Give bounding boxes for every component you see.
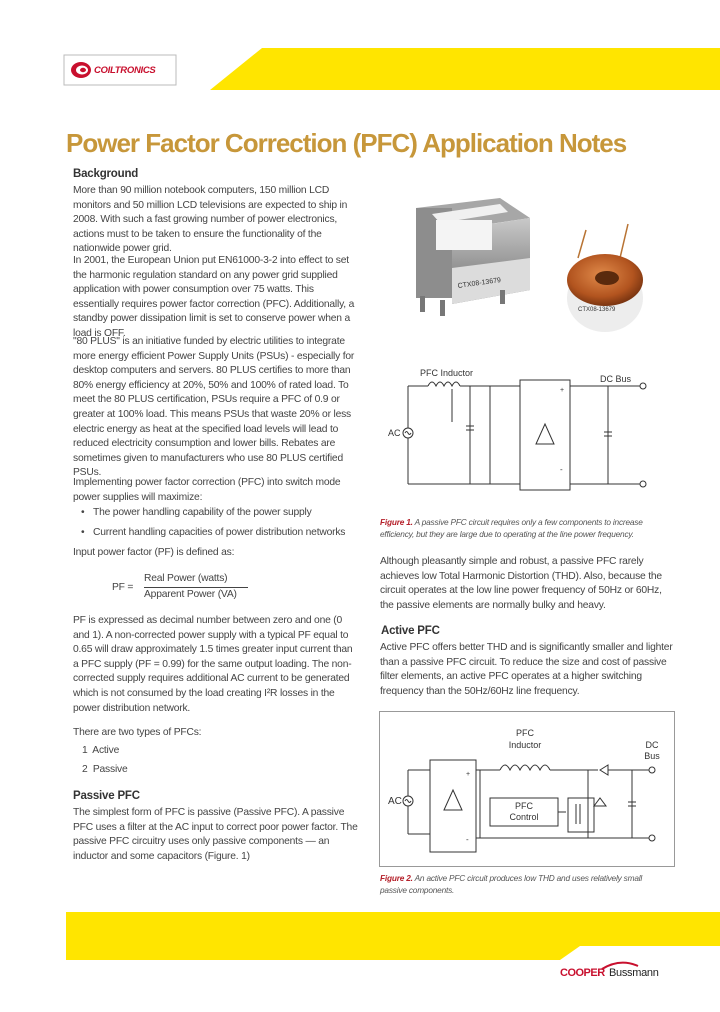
fig1-pfc-label: PFC Inductor bbox=[420, 368, 474, 378]
brand-name: COILTRONICS bbox=[94, 64, 156, 76]
background-heading: Background bbox=[73, 168, 139, 180]
cooper-bussmann-logo bbox=[560, 960, 680, 984]
pfc-type-item: 1 Active bbox=[82, 745, 120, 756]
right-paragraph-2: Active PFC offers better THD and is significantly smaller and lighter than a passive PFC circuit. To reduce the size and cost of passive filter elements, an active PFC operates at a higher switching frequency than the 50Hz/60Hz line frequency. bbox=[380, 642, 673, 697]
background-paragraph-1: More than 90 million notebook computers, 150 million LCD monitors and 50 million LCD televisions are expected to ship in 2008. With such a fast growing number of power electronics, actions must to be taken to ensure the functionality of the nationwide power grid. bbox=[73, 185, 348, 255]
figure-1-text: A passive PFC circuit requires only a few components to increase efficiency, but they are large due to operating at the line power frequency. bbox=[380, 517, 643, 539]
figure-2-number: Figure 2. bbox=[380, 873, 413, 883]
svg-text:+: + bbox=[466, 771, 471, 778]
background-paragraph-4: Implementing power factor correction (PFC) into switch mode power supplies will maximize: bbox=[73, 477, 341, 503]
brand-cooper: COOPER bbox=[560, 967, 605, 979]
header-bar bbox=[0, 0, 720, 90]
fig2-ac-label: AC bbox=[388, 796, 402, 807]
product-photo bbox=[380, 168, 670, 348]
figure-1 bbox=[380, 362, 670, 512]
fig1-ac-label: AC bbox=[388, 428, 401, 438]
fig1-dc-label: DC Bus bbox=[600, 374, 632, 384]
page-title: Power Factor Correction (PFC) Application Notes bbox=[66, 128, 627, 158]
figure-2-caption bbox=[380, 872, 670, 896]
figure-1-number: Figure 1. bbox=[380, 517, 413, 527]
logo-mark-icon bbox=[70, 61, 92, 79]
formula-numerator: Real Power (watts) bbox=[144, 573, 228, 584]
active-pfc-circuit-diagram bbox=[380, 712, 674, 866]
active-pfc-heading: Active PFC bbox=[381, 625, 440, 637]
svg-text:-: - bbox=[466, 835, 469, 844]
background-paragraph-5: Input power factor (PF) is defined as: bbox=[73, 547, 235, 558]
pf-formula bbox=[112, 572, 312, 606]
inductor-photo-graphic bbox=[380, 168, 670, 348]
fig2-dc-label-1: DC bbox=[645, 740, 659, 750]
figure-2-text: An active PFC circuit produces low THD and uses relatively small passive components. bbox=[380, 873, 643, 895]
background-paragraph-6: PF is expressed as decimal number between zero and one (0 and 1). A non-corrected power supply with a typical PF equal to 0.65 will draw approximately 1.5 times greater input current than a PFC supply (PF = 0.99) for the same output loading. The non-corrected supply requires additional AC current to be generated which is not consumed by the load creating I²R losses in the power distribution network. bbox=[73, 615, 353, 714]
bullet-item: • The power handling capability of the power supply bbox=[93, 506, 359, 521]
fig2-inductor-label-2: Inductor bbox=[508, 740, 542, 750]
fig2-dc-label-2: Bus bbox=[644, 751, 660, 761]
bullet-item: • Current handling capacities of power distribution networks bbox=[93, 526, 359, 541]
passive-pfc-heading: Passive PFC bbox=[73, 790, 140, 802]
figure-1-caption bbox=[380, 516, 670, 540]
fig2-control-label-2: Control bbox=[509, 812, 539, 822]
part-label-1: CTX08-13679 bbox=[457, 276, 502, 290]
passive-pfc-paragraph: The simplest form of PFC is passive (Passive PFC). A passive PFC uses a filter at the AC input to correct poor power factor. The passive PFC circuitry uses only passive components — an inductor and some capacitors (Figure. 1) bbox=[73, 807, 358, 862]
formula-lhs: PF = bbox=[112, 582, 134, 593]
coiltronics-logo bbox=[70, 60, 175, 80]
right-paragraph-1: Although pleasantly simple and robust, a passive PFC rarely achieves low Total Harmonic Distortion (THD). Also, because the circuit operates at the low line power frequency of 50Hz or 60Hz, the passive elements are normally bulky and heavy. bbox=[380, 556, 662, 611]
pfc-type-item: 2 Passive bbox=[82, 764, 128, 775]
fig2-inductor-label-1: PFC bbox=[516, 728, 534, 738]
svg-text:+: + bbox=[560, 387, 565, 394]
background-paragraph-2: In 2001, the European Union put EN61000-3-2 into effect to set the harmonic regulation standard on any power grid supplied application with power consumption over 75 watts. This essentially requires power factor correction (PFC). Additionally, a standby power dissipation limit is set to conserve power when a load is OFF. bbox=[73, 255, 355, 339]
fig2-control-label-1: PFC bbox=[515, 801, 533, 811]
background-paragraph-7: There are two types of PFCs: bbox=[73, 727, 202, 738]
footer-accent-bar bbox=[0, 912, 720, 960]
svg-text:-: - bbox=[560, 465, 563, 474]
background-paragraph-3: "80 PLUS" is an initiative funded by electric utilities to integrate more energy efficient Power Supply Units (PSUs) - especially for desktop computers and servers. 80 PLUS certifies to more than 80% energy efficiency at 20%, 50% and 100% of rated load. To meet the 80 PLUS certification, PSUs require a PFC of 0.9 or greater at 100% load. This means PSUs that waste 20% or less electric energy as heat at the specified load levels will lead to reduced electricity consumption and lower bills. Rebates are sometimes given to manufacturers who use 80 PLUS certified PSUs. bbox=[73, 336, 355, 479]
figure-2 bbox=[379, 711, 675, 867]
part-label-2: CTX08-13679 bbox=[578, 307, 616, 313]
brand-bussmann: Bussmann bbox=[609, 967, 659, 979]
formula-denominator: Apparent Power (VA) bbox=[144, 589, 237, 600]
passive-pfc-circuit-diagram bbox=[380, 362, 670, 512]
